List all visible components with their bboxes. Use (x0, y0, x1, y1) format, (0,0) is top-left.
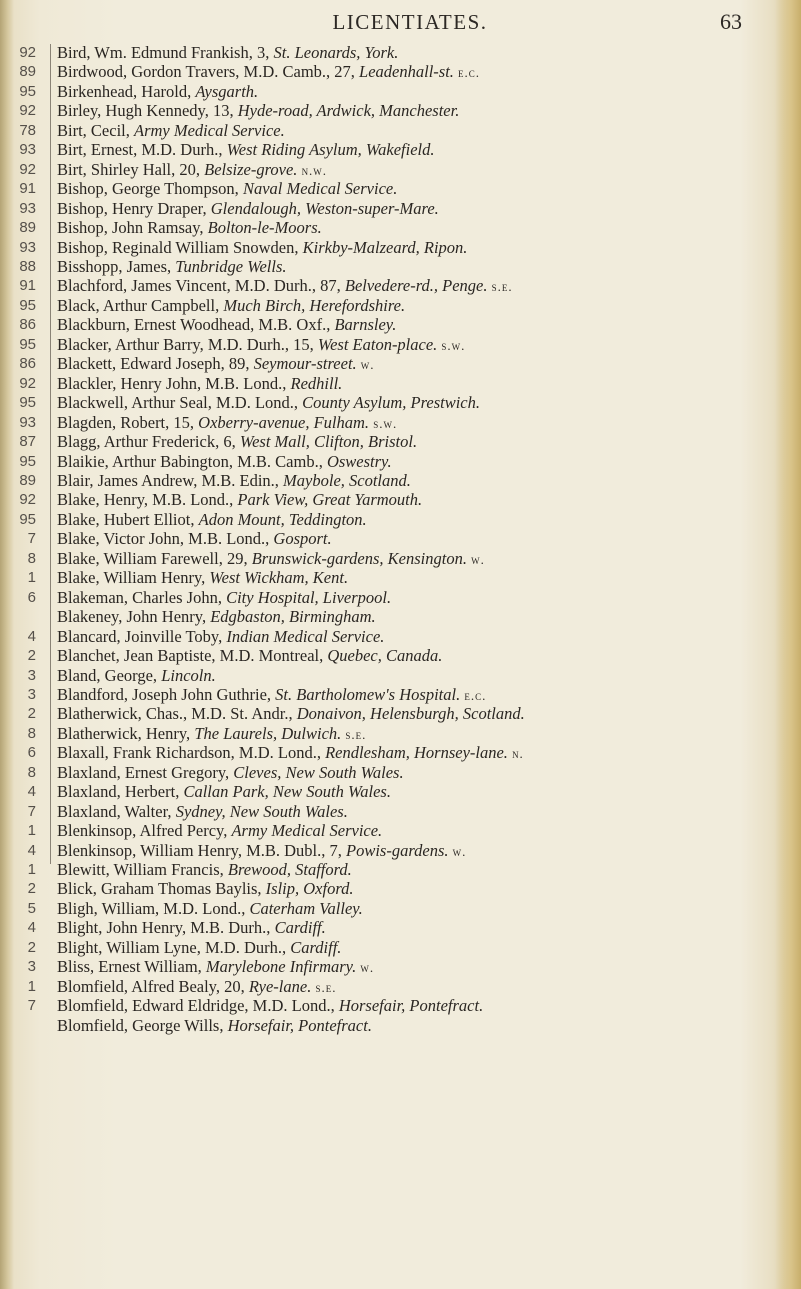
entry-name: Blaikie, Arthur Babington, M.B. Camb., (57, 451, 327, 471)
entry-name: Blick, Graham Thomas Baylis, (57, 879, 266, 899)
list-item (57, 452, 777, 471)
list-item (57, 841, 777, 860)
entry-address: Rendlesham, Hornsey-lane. (325, 743, 508, 763)
entry-postal-district: w. (360, 960, 375, 976)
entry-postal-district: w. (452, 843, 467, 859)
entry-name: Birt, Shirley Hall, 20, (57, 159, 205, 179)
list-item (57, 607, 777, 626)
entry-list (57, 43, 777, 1035)
entry-address: Army Medical Service. (231, 821, 383, 841)
entry-name: Blake, William Henry, (57, 568, 210, 588)
entry-name: Bishop, Henry Draper, (57, 198, 211, 218)
entry-address: Glendalough, Weston-super-Mare. (210, 198, 439, 218)
entry-address: Oxberry-avenue, Fulham. (198, 412, 370, 432)
list-item (57, 646, 777, 665)
margin-number: 93 (19, 413, 36, 431)
entry-name: Blanchet, Jean Baptiste, M.D. Montreal, (57, 646, 328, 666)
entry-address: West Riding Asylum, Wakefield. (226, 140, 435, 160)
entry-address: Brewood, Stafford. (227, 860, 352, 880)
entry-postal-district: n.w. (301, 162, 328, 178)
entry-address: Much Birch, Herefordshire. (223, 295, 406, 315)
entry-name: Blakeman, Charles John, (57, 587, 227, 607)
margin-number: 95 (19, 82, 36, 100)
list-item (57, 62, 777, 81)
entry-name: Bishop, Reginald William Snowden, (57, 237, 303, 257)
margin-number: 95 (19, 335, 36, 353)
entry-address: Cleves, New South Wales. (233, 762, 404, 782)
entry-address: Kirkby-Malzeard, Ripon. (302, 237, 468, 257)
entry-address: Army Medical Service. (134, 120, 285, 140)
entry-name: Blaxland, Ernest Gregory, (57, 762, 234, 782)
margin-number: 8 (27, 724, 36, 742)
list-item (57, 918, 777, 937)
margin-number: 92 (19, 160, 36, 178)
list-item (57, 529, 777, 548)
entry-name: Blatherwick, Chas., M.D. St. Andr., (57, 704, 297, 724)
margin-number: 95 (19, 452, 36, 470)
margin-number: 4 (27, 841, 36, 859)
entry-name: Blight, William Lyne, M.D. Durh., (57, 937, 291, 957)
list-item (57, 199, 777, 218)
list-item (57, 957, 777, 976)
list-item (57, 977, 777, 996)
entry-address: Belvedere-rd., Penge. (344, 276, 488, 296)
list-item (57, 996, 777, 1015)
margin-number: 7 (27, 530, 36, 548)
entry-name: Blake, Henry, M.B. Lond., (57, 490, 238, 510)
list-item (57, 568, 777, 587)
list-item (57, 393, 777, 412)
list-item (57, 899, 777, 918)
entry-postal-district: e.c. (464, 687, 487, 703)
entry-name: Blewitt, William Francis, (57, 860, 228, 880)
entry-address: St. Leonards, York. (273, 43, 399, 62)
entry-address: Callan Park, New South Wales. (183, 782, 391, 802)
entry-postal-district: s.e. (345, 726, 367, 742)
entry-address: Park View, Great Yarmouth. (237, 490, 423, 510)
entry-address: St. Bartholomew's Hospital. (275, 684, 461, 704)
entry-address: The Laurels, Dulwich. (194, 723, 342, 743)
margin-rule (50, 44, 51, 864)
entry-name: Blackwell, Arthur Seal, M.D. Lond., (57, 393, 303, 413)
list-item (57, 471, 777, 490)
entry-name: Birley, Hugh Kennedy, 13, (57, 101, 238, 121)
page-number: 63 (720, 9, 742, 34)
list-item (57, 276, 777, 295)
list-item (57, 1016, 777, 1035)
margin-number: 92 (19, 102, 36, 120)
entry-postal-district: s.w. (441, 337, 466, 353)
margin-number: 91 (19, 277, 36, 295)
entry-address: Belsize-grove. (204, 159, 298, 179)
list-item (57, 879, 777, 898)
list-item (57, 315, 777, 334)
margin-number: 86 (19, 316, 36, 334)
entry-address: Tunbridge Wells. (175, 256, 287, 276)
entry-address: City Hospital, Liverpool. (226, 587, 392, 607)
margin-number: 8 (27, 549, 36, 567)
entry-name: Birkenhead, Harold, (57, 81, 196, 101)
margin-number: 1 (27, 822, 36, 840)
entry-name: Blomfield, Alfred Bealy, 20, (57, 976, 249, 996)
list-item (57, 938, 777, 957)
entry-name: Blagg, Arthur Frederick, 6, (57, 432, 240, 452)
entry-address: Maybole, Scotland. (283, 470, 411, 490)
entry-name: Birt, Ernest, M.D. Durh., (57, 140, 227, 160)
margin-number: 2 (27, 705, 36, 723)
entry-address: Rye-lane. (248, 976, 312, 996)
page-header (60, 10, 760, 40)
entry-name: Bisshopp, James, (57, 256, 176, 276)
entry-address: Cardiff. (274, 918, 326, 938)
entry-address: Quebec, Canada. (327, 646, 443, 666)
margin-number: 89 (19, 219, 36, 237)
entry-name: Blaxall, Frank Richardson, M.D. Lond., (57, 743, 326, 763)
entry-postal-district: s.w. (373, 415, 398, 431)
margin-number: 78 (19, 121, 36, 139)
entry-address: Seymour-street. (253, 354, 357, 374)
page-edge-discoloration (775, 0, 801, 1289)
entry-address: Bolton-le-Moors. (207, 218, 322, 238)
list-item (57, 43, 777, 62)
list-item (57, 335, 777, 354)
entry-address: County Asylum, Prestwich. (302, 393, 480, 413)
entry-name: Birt, Cecil, (57, 120, 134, 140)
entry-postal-district: s.e. (491, 279, 513, 295)
entry-address: Redhill. (290, 373, 343, 393)
list-item (57, 179, 777, 198)
list-item (57, 704, 777, 723)
entry-postal-district: w. (471, 551, 485, 567)
entry-address: Horsefair, Pontefract. (338, 996, 484, 1016)
entry-name: Blenkinsop, Alfred Percy, (57, 821, 232, 841)
margin-number: 87 (19, 433, 36, 451)
margin-number: 1 (27, 977, 36, 995)
margin-number: 92 (19, 44, 36, 61)
entry-address: West Wickham, Kent. (209, 568, 349, 588)
margin-number: 95 (19, 394, 36, 412)
entry-postal-district: n. (512, 746, 524, 762)
entry-address: Gosport. (273, 529, 332, 549)
entry-name: Blacker, Arthur Barry, M.D. Durh., 15, (57, 334, 318, 354)
list-item (57, 782, 777, 801)
list-item (57, 218, 777, 237)
entry-address: Caterham Valley. (249, 898, 363, 918)
entry-address: Islip, Oxford. (265, 879, 354, 899)
entry-address: Indian Medical Service. (226, 626, 385, 646)
entry-name: Blomfield, Edward Eldridge, M.D. Lond., (57, 996, 339, 1016)
list-item (57, 802, 777, 821)
list-item (57, 121, 777, 140)
margin-number: 4 (27, 919, 36, 937)
margin-number: 1 (27, 569, 36, 587)
list-item (57, 724, 777, 743)
list-item (57, 101, 777, 120)
margin-number: 89 (19, 471, 36, 489)
entry-address: Naval Medical Service. (242, 179, 398, 199)
entry-address: Horsefair, Pontefract. (227, 1015, 372, 1035)
list-item (57, 160, 777, 179)
margin-number: 3 (27, 685, 36, 703)
list-item (57, 238, 777, 257)
entry-name: Bishop, George Thompson, (57, 179, 243, 199)
list-item (57, 549, 777, 568)
entry-address: Hyde-road, Ardwick, Manchester. (237, 101, 460, 121)
entry-name: Blatherwick, Henry, (57, 723, 195, 743)
entry-address: Aysgarth. (195, 81, 259, 101)
entry-address: Barnsley. (334, 315, 397, 335)
margin-number: 2 (27, 647, 36, 665)
entry-name: Blakeney, John Henry, (57, 607, 211, 627)
entry-postal-district: s.e. (315, 979, 337, 995)
entry-address: Adon Mount, Teddington. (198, 509, 367, 529)
entry-address: Oswestry. (326, 451, 392, 471)
entry-postal-district: e.c. (458, 65, 481, 81)
margin-number: 7 (27, 997, 36, 1015)
entry-name: Blake, Hubert Elliot, (57, 509, 199, 529)
entry-name: Bliss, Ernest William, (57, 957, 206, 977)
margin-number: 1 (27, 861, 36, 879)
margin-number: 6 (27, 588, 36, 606)
entry-name: Black, Arthur Campbell, (57, 295, 224, 315)
entry-address: Edgbaston, Birmingham. (210, 607, 376, 627)
margin-number: 93 (19, 141, 36, 159)
list-item (57, 821, 777, 840)
list-item (57, 296, 777, 315)
entry-address: Marylebone Infirmary. (205, 957, 357, 977)
entry-name: Bligh, William, M.D. Lond., (57, 898, 250, 918)
margin-number: 93 (19, 199, 36, 217)
list-item (57, 588, 777, 607)
entry-name: Blomfield, George Wills, (57, 1015, 228, 1035)
entry-name: Bishop, John Ramsay, (57, 218, 208, 238)
entry-address: Sydney, New South Wales. (175, 801, 348, 821)
entry-address: Cardiff. (290, 937, 342, 957)
margin-number: 92 (19, 491, 36, 509)
list-item (57, 374, 777, 393)
margin-number: 89 (19, 63, 36, 81)
margin-number: 3 (27, 958, 36, 976)
running-head: LICENTIATES. (332, 10, 488, 34)
entry-name: Blenkinsop, William Henry, M.B. Dubl., 7, (57, 840, 346, 860)
list-item (57, 763, 777, 782)
list-item (57, 257, 777, 276)
entry-name: Blackler, Henry John, M.B. Lond., (57, 373, 291, 393)
entry-name: Blandford, Joseph John Guthrie, (57, 684, 276, 704)
entry-name: Blaxland, Walter, (57, 801, 176, 821)
list-item (57, 413, 777, 432)
entry-name: Blair, James Andrew, M.B. Edin., (57, 470, 284, 490)
margin-number: 5 (27, 899, 36, 917)
list-item (57, 354, 777, 373)
list-item (57, 685, 777, 704)
margin-number: 3 (27, 666, 36, 684)
entry-address: Powis-gardens. (346, 840, 449, 860)
margin-number: 2 (27, 938, 36, 956)
entry-address: Brunswick-gardens, Kensington. (251, 548, 467, 568)
margin-year-column (0, 43, 44, 1016)
margin-number: 2 (27, 880, 36, 898)
entry-name: Blaxland, Herbert, (57, 782, 184, 802)
list-item (57, 82, 777, 101)
entry-name: Blachford, James Vincent, M.D. Durh., 87, (57, 276, 345, 296)
entry-name: Blake, Victor John, M.B. Lond., (57, 529, 274, 549)
entry-address: Leadenhall-st. (359, 62, 454, 82)
list-item (57, 510, 777, 529)
entry-address: West Mall, Clifton, Bristol. (239, 432, 418, 452)
margin-number: 93 (19, 238, 36, 256)
entry-address: West Eaton-place. (317, 334, 438, 354)
list-item (57, 743, 777, 762)
entry-name: Bird, Wm. Edmund Frankish, 3, (57, 43, 274, 62)
margin-number: 88 (19, 257, 36, 275)
list-item (57, 627, 777, 646)
entry-postal-district: w. (360, 357, 375, 373)
entry-name: Blackburn, Ernest Woodhead, M.B. Oxf., (57, 315, 335, 335)
entry-name: Blake, William Farewell, 29, (57, 548, 252, 568)
entry-name: Birdwood, Gordon Travers, M.D. Camb., 27, (57, 62, 360, 82)
margin-number: 7 (27, 802, 36, 820)
entry-address: Donaivon, Helensburgh, Scotland. (296, 704, 525, 724)
margin-number: 92 (19, 374, 36, 392)
list-item (57, 432, 777, 451)
list-item (57, 860, 777, 879)
margin-number: 6 (27, 744, 36, 762)
entry-name: Bland, George, (57, 665, 162, 685)
entry-address: Lincoln. (161, 665, 216, 685)
margin-number: 95 (19, 296, 36, 314)
margin-number: 4 (27, 783, 36, 801)
list-item (57, 490, 777, 509)
list-item (57, 666, 777, 685)
entry-name: Blancard, Joinville Toby, (57, 626, 227, 646)
margin-number: 91 (19, 180, 36, 198)
margin-number: 4 (27, 627, 36, 645)
list-item (57, 140, 777, 159)
margin-number (0, 607, 44, 626)
margin-number: 95 (19, 510, 36, 528)
entry-name: Blagden, Robert, 15, (57, 412, 199, 432)
entry-name: Blackett, Edward Joseph, 89, (57, 354, 254, 374)
margin-number: 8 (27, 763, 36, 781)
margin-number: 86 (19, 355, 36, 373)
entry-name: Blight, John Henry, M.B. Durh., (57, 918, 275, 938)
